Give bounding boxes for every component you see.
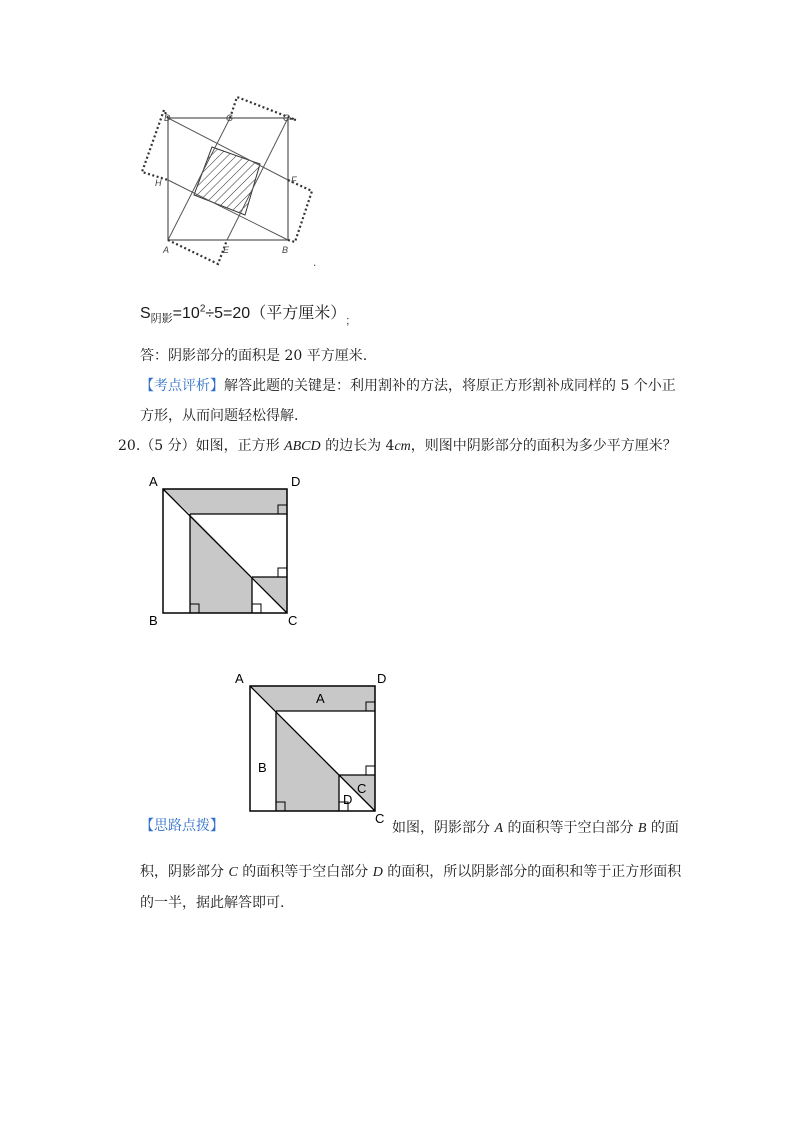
fig3-region-c: C — [357, 781, 367, 796]
analysis-tag: 【考点评析】 — [140, 378, 224, 394]
figure-hint-20 — [225, 667, 395, 827]
fig2-label-d: D — [291, 474, 301, 489]
formula-eq-a: =10 — [172, 305, 200, 322]
fig3-label-c: C — [375, 811, 385, 826]
label-h: H — [155, 178, 162, 188]
formula-tail: ; — [346, 315, 350, 327]
question-unit: cm — [394, 439, 411, 454]
question-score: （5 分） — [140, 438, 196, 454]
fig3-label-d: D — [377, 671, 387, 686]
fig3-label-a: A — [235, 671, 244, 686]
stray-dot: . — [313, 255, 317, 269]
fig3-region-b: B — [258, 760, 267, 775]
formula-eq-b: ÷5=20（平方厘米） — [205, 305, 347, 322]
hint-20-line2: 积，阴影部分 C 的面积等于空白部分 D 的面积，所以阴影部分的面积和等于正方形面积 — [140, 864, 682, 880]
label-e: E — [223, 245, 230, 255]
shaded-middle-triangle-2 — [276, 711, 339, 811]
fig2-label-a: A — [149, 474, 158, 489]
question-20: 20.（5 分）如图，正方形 ABCD 的边长为 4cm，则图中阴影部分的面积为多少平方厘米？ — [118, 438, 677, 454]
fig3-region-d: D — [343, 792, 353, 807]
hint-20-line1: 如图，阴影部分 A 的面积等于空白部分 B 的面 — [392, 820, 679, 836]
label-a: A — [163, 245, 170, 255]
fig2-label-b: B — [149, 613, 158, 628]
label-d: D — [164, 113, 171, 123]
label-g: G — [226, 113, 234, 123]
shaded-middle-triangle — [190, 514, 252, 613]
question-abcd: ABCD — [284, 439, 321, 454]
fig3-region-a: A — [316, 691, 325, 706]
answer-19: 答：阴影部分的面积是 20 平方厘米. — [140, 348, 368, 364]
formula-sub: 阴影 — [150, 313, 173, 326]
region-a — [250, 686, 375, 711]
formula-shaded-area — [140, 300, 349, 327]
analysis-19-line2: 方形，从而问题轻松得解. — [140, 408, 299, 424]
question-number: 20. — [118, 438, 141, 454]
label-c: C — [283, 113, 290, 123]
label-f: F — [291, 175, 297, 185]
analysis-19-line1 — [140, 376, 676, 396]
figure-question-20 — [145, 472, 315, 632]
label-b: B — [282, 245, 289, 255]
shaded-center-square — [194, 147, 260, 215]
hint-20-line3: 的一半，据此解答即可. — [140, 895, 285, 911]
formula-s: S — [140, 305, 151, 322]
figure-rotated-squares — [130, 92, 330, 277]
shaded-top-strip — [163, 489, 287, 514]
fig2-label-c: C — [288, 613, 298, 628]
analysis-text-1: 解答此题的关键是：利用割补的方法，将原正方形割补成同样的 5 个小正 — [224, 378, 676, 394]
hint-20-tag: 【思路点拨】 — [140, 818, 224, 834]
formula-sup: 2 — [199, 303, 206, 315]
